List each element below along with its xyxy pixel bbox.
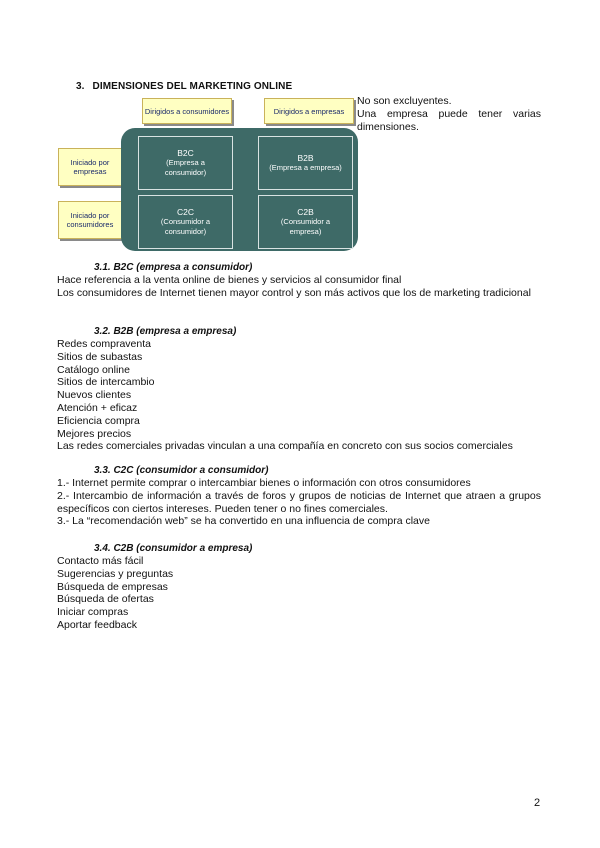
quadrant-code: B2B (297, 153, 314, 163)
row-label-consumers: Iniciado por consumidores (58, 201, 122, 239)
quadrant-b2b (258, 136, 353, 190)
body-line: Los consumidores de Internet tienen mayor control y son más activos que los de marketing tradicional (57, 286, 531, 299)
body-line: 3.- La “recomendación web” se ha convertido en una influencia de compra clave (57, 515, 430, 528)
list-item: Atención + eficaz (57, 401, 138, 414)
list-item: Nuevos clientes (57, 389, 132, 402)
subsection-title-c2c: 3.3. C2C (consumidor a consumidor) (94, 465, 269, 476)
body-line: 1.- Internet permite comprar o intercambiar bienes o información con otros consumidores (57, 477, 471, 489)
subsection-body-c2c (57, 477, 541, 528)
list-item: Eficiencia compra (57, 414, 140, 427)
diagram-note (357, 95, 541, 134)
list-item: Aportar feedback (57, 618, 137, 631)
list-item: Sitios de intercambio (57, 376, 155, 389)
quadrant-desc: (Empresa a empresa) (269, 163, 342, 172)
subsection-body-b2b (57, 338, 541, 453)
row-label-businesses: Iniciado por empresas (58, 148, 122, 186)
column-label-consumers: Dirigidos a consumidores (142, 98, 232, 124)
list-item: Iniciar compras (57, 606, 129, 619)
list-item: Catálogo online (57, 363, 130, 376)
page-number: 2 (534, 797, 541, 809)
list-item: Redes compraventa (57, 338, 151, 350)
subsection-title-c2b: 3.4. C2B (consumidor a empresa) (94, 543, 253, 554)
quadrant-code: C2C (176, 207, 194, 217)
note-line: Una empresa puede tener varias dimensiones. (357, 108, 541, 133)
quadrant-code: B2C (177, 148, 194, 158)
list-item: Sitios de subastas (57, 350, 143, 363)
diagram-panel (121, 128, 358, 251)
quadrant-b2c (138, 136, 233, 190)
subsection-body-b2c (57, 274, 541, 300)
subsection-title-b2c: 3.1. B2C (empresa a consumidor) (94, 262, 253, 273)
list-item: Mejores precios (57, 427, 132, 440)
quadrant-desc: (Consumidor a consumidor) (160, 217, 211, 236)
list-item: Las redes comerciales privadas vinculan a una compañía en concreto con sus socios comerciales (57, 440, 513, 453)
column-label-businesses: Dirigidos a empresas (264, 98, 354, 124)
list-item: Búsqueda de ofertas (57, 593, 154, 606)
quadrant-desc: (Empresa a consumidor) (164, 158, 207, 177)
section-number: 3. (76, 81, 85, 92)
body-line: 2.- Intercambio de información a través de foros y grupos de noticias de Internet que atraen a grupos específicos con ciertos intereses. Pueden tener o no fines comerciales. (57, 489, 541, 515)
list-item: Sugerencias y preguntas (57, 567, 174, 580)
section-heading (76, 81, 292, 92)
body-line: Hace referencia a la venta online de bienes y servicios al consumidor final (57, 274, 402, 286)
quadrant-code: C2B (297, 207, 314, 217)
list-item: Contacto más fácil (57, 555, 144, 567)
note-line: No son excluyentes. (357, 95, 452, 107)
subsection-body-c2b (57, 555, 541, 632)
subsection-title-b2b: 3.2. B2B (empresa a empresa) (94, 326, 237, 337)
quadrant-desc: (Consumidor a empresa) (280, 217, 331, 236)
section-title: DIMENSIONES DEL MARKETING ONLINE (92, 81, 293, 92)
quadrant-c2b (258, 195, 353, 249)
quadrant-c2c (138, 195, 233, 249)
list-item: Búsqueda de empresas (57, 580, 168, 593)
